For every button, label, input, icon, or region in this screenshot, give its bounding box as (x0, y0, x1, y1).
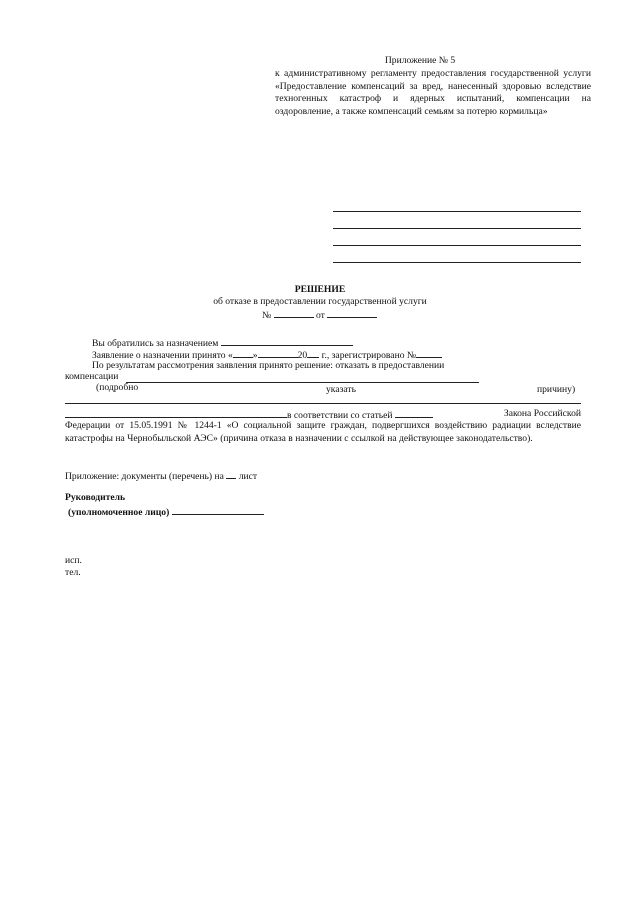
number-field[interactable] (274, 308, 314, 318)
registered-label: г., зарегистрировано № (321, 350, 417, 361)
number-label: № (262, 310, 272, 321)
law-label: Закона Российской (503, 408, 581, 419)
appendix-title: Приложение № 5 (384, 55, 456, 66)
accepted-label: Заявление о назначении принято « (92, 350, 233, 361)
day-field[interactable] (233, 348, 253, 358)
reason-line-2[interactable] (65, 403, 581, 404)
sheet-count-field[interactable] (226, 469, 236, 479)
body-line-6-rest: Федерации от 15.05.1991 № 1244-1 «О социальной защите граждан, подвергшихся воздействию радиации вследствие катастрофы на Чернобыльской АЭС» (причина отказа в назначении с ссылкой на действующее законодательство). (65, 420, 581, 444)
attachment-label: Приложение: документы (перечень) на (65, 471, 224, 482)
addressee-line-4 (333, 262, 581, 263)
article-field[interactable] (395, 408, 433, 418)
month-field[interactable] (258, 348, 298, 358)
signature-field[interactable] (172, 505, 264, 515)
attachment-line (65, 469, 257, 484)
hint-c: причину) (537, 384, 576, 395)
registration-number-field[interactable] (416, 348, 442, 358)
reason-line-3[interactable] (65, 417, 287, 418)
decision-subtitle: об отказе в предоставлении государственной услуги (213, 296, 427, 307)
reason-field[interactable] (126, 382, 479, 383)
applied-for-label: Вы обратились за назначением (92, 338, 219, 349)
executor-label: исп. (65, 555, 82, 566)
addressee-line-2 (333, 228, 581, 229)
article-label: в соответствии со статьей (287, 410, 393, 421)
decision-title: РЕШЕНИЕ (294, 284, 346, 295)
year-prefix: 20 (297, 350, 308, 361)
hint-b: указать (326, 384, 356, 395)
signature-row (68, 505, 264, 520)
authorized-label: (уполномоченное лицо) (68, 507, 170, 518)
decision-number-row (262, 308, 377, 323)
compensation-label: компенсации (65, 371, 119, 382)
body-line-3: По результатам рассмотрения заявления принято решение: отказать в предоставлении (92, 360, 445, 371)
applied-for-field[interactable] (221, 336, 353, 346)
hint-a: (подробно (96, 382, 139, 393)
signature-head: Руководитель (65, 492, 126, 503)
date-label: от (315, 310, 325, 321)
quote-close: » (252, 350, 258, 361)
date-field[interactable] (327, 308, 377, 318)
addressee-line-1 (333, 211, 581, 212)
phone-label: тел. (65, 567, 81, 578)
appendix-text: к административному регламенту предоставления государственной услуги «Предоставление компенсаций за вред, нанесенный здоровью вследствие техногенных катастроф и ядерных испытаний, компенсации на оздоровление, а также компенсаций семьям за потерю кормильца» (275, 68, 591, 117)
year-field[interactable] (307, 348, 319, 358)
sheet-label: лист (238, 471, 258, 482)
addressee-line-3 (333, 245, 581, 246)
